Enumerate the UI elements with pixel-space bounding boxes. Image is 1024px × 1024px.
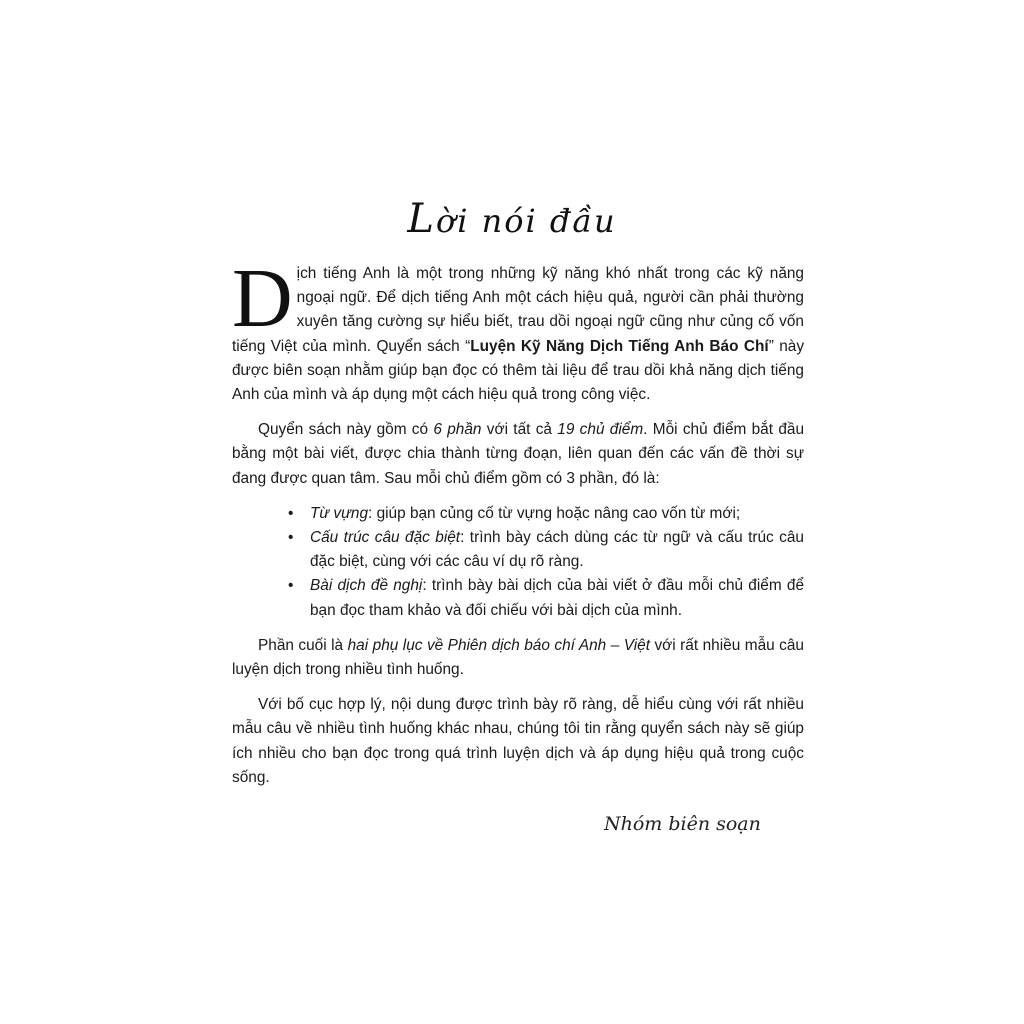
title-capital: L (407, 196, 436, 242)
bullet-icon: • (288, 504, 294, 522)
structure-text-1: Quyển sách này gồm có (258, 421, 434, 439)
intro-text-2: ” này được biên soạn nhằm giúp bạn đọc có thêm tài liệu để trau dồi khả năng dịch tiếng Anh của mình và áp dụng một cách hiệu quả trong công việc. (232, 337, 805, 404)
list-item (288, 526, 804, 574)
author-signature: Nhóm biên soạn (604, 813, 761, 835)
structure-text-3: . Mỗi chủ điểm bắt đầu bằng một bài viết, được chia thành từng đoạn, liên quan đến các vấn đề thời sự đang được quan tâm. Sau mỗi chủ điểm gồm có 3 phần, đó là: (232, 421, 804, 487)
parts-count: 6 phần (433, 421, 482, 439)
appendix-text-2: với rất nhiều mẫu câu luyện dịch trong nhiều tình huống. (232, 636, 804, 679)
intro-paragraph (232, 252, 805, 407)
closing-paragraph: Với bố cục hợp lý, nội dung được trình bày rõ ràng, dễ hiểu cùng với rất nhiều mẫu câu về nhiều tình huống khác nhau, chúng tôi tin rằng quyển sách này sẽ giúp ích nhiều cho bạn đọc trong quá trình luyện dịch và áp dụng hiệu quả trong cuộc sống. (232, 696, 804, 786)
page-title (0, 196, 1024, 242)
list-item-term: Từ vựng (310, 504, 369, 522)
topics-count: 19 chủ điểm (557, 421, 644, 439)
sections-list (232, 502, 804, 623)
appendix-text-1: Phần cuối là (258, 636, 348, 654)
list-item-desc: : trình bày bài dịch của bài viết ở đầu mỗi chủ điểm để bạn đọc tham khảo và đối chiếu với bài dịch của mình. (310, 577, 804, 619)
appendix-title: hai phụ lục về Phiên dịch báo chí Anh – Việt (347, 636, 650, 654)
list-item-desc: : trình bày cách dùng các từ ngữ và cấu trúc câu đặc biệt, cùng với các câu ví dụ rõ ràng. (310, 529, 804, 571)
list-item-desc: : giúp bạn củng cố từ vựng hoặc nâng cao vốn từ mới; (368, 504, 741, 522)
title-rest: ời nói đầu (435, 202, 617, 240)
list-item (288, 502, 804, 526)
bullet-icon: • (288, 529, 294, 547)
drop-cap: D (232, 252, 293, 345)
bullet-icon: • (288, 577, 294, 595)
list-item-term: Bài dịch đề nghị (310, 577, 423, 595)
intro-text-1: ịch tiếng Anh là một trong những kỹ năng khó nhất trong các kỹ năng ngoại ngữ. Để dịch tiếng Anh một cách hiệu quả, người cần phải thường xuyên tăng cường sự hiểu biết, trau dồi ngoại ngữ cũng như củng cố vốn tiếng Việt của mình. Quyển sách “ (232, 265, 804, 355)
structure-paragraph (232, 418, 804, 491)
structure-text-2: với tất cả (481, 421, 558, 439)
list-item (288, 574, 804, 622)
book-title: Luyện Kỹ Năng Dịch Tiếng Anh Báo Chí (470, 337, 769, 355)
appendix-paragraph (232, 634, 804, 682)
preface-body (232, 252, 805, 801)
list-item-term: Cấu trúc câu đặc biệt (310, 529, 461, 547)
